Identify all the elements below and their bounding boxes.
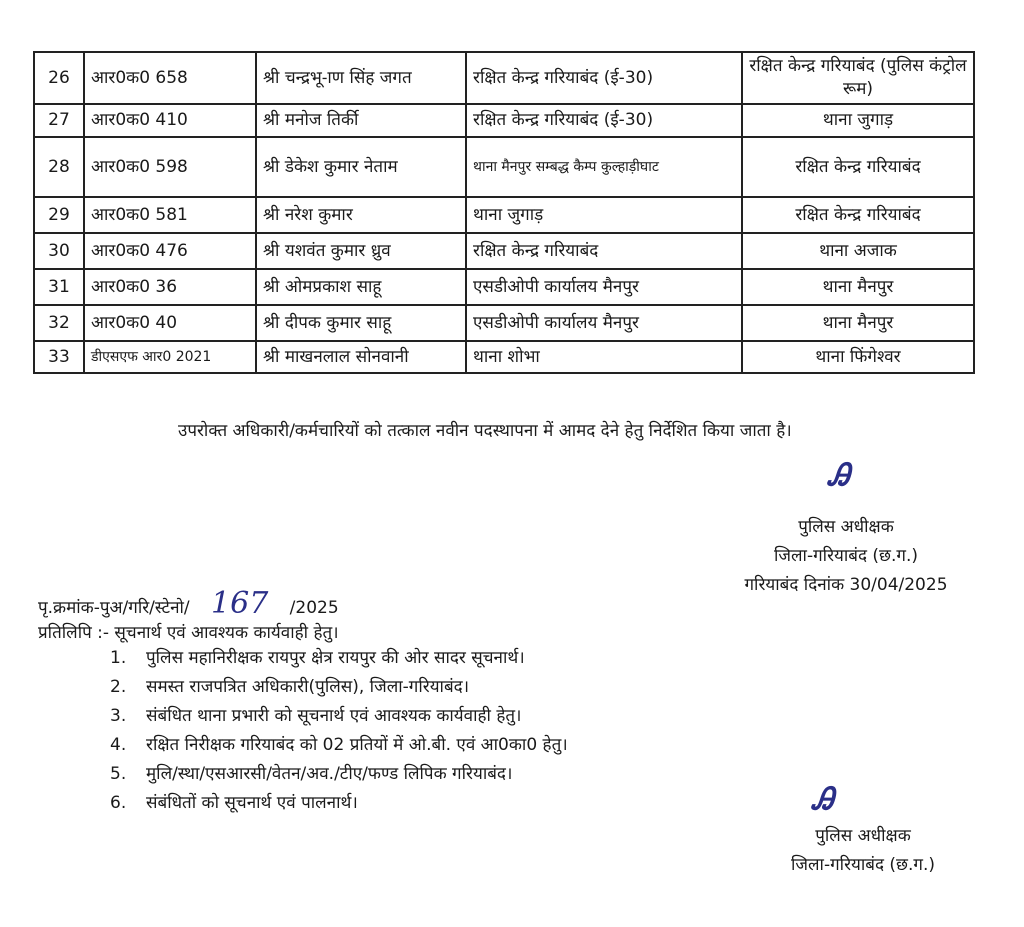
staff-name-cell: श्री मनोज तिर्की	[256, 104, 466, 137]
new-posting-cell: थाना मैनपुर	[742, 305, 974, 341]
current-posting-cell: एसडीओपी कार्यालय मैनपुर	[466, 269, 742, 305]
signature-block-1	[716, 513, 976, 600]
serial-number-cell: 29	[34, 197, 84, 233]
list-item	[110, 673, 568, 702]
staff-number-cell: आर0क0 40	[84, 305, 256, 341]
reference-suffix: /2025	[289, 598, 339, 618]
signatory-title: पुलिस अधीक्षक	[798, 517, 894, 537]
instruction-paragraph	[38, 410, 978, 452]
signature-mark-1: Ꭿ	[828, 458, 850, 493]
staff-name-cell: श्री ओमप्रकाश साहू	[256, 269, 466, 305]
staff-number-cell: आर0क0 581	[84, 197, 256, 233]
reference-prefix: पृ.क्रमांक-पुअ/गरि/स्टेनो/	[38, 598, 190, 618]
current-posting-cell: रक्षित केन्द्र गरियाबंद	[466, 233, 742, 269]
list-item-number: 3.	[110, 706, 127, 726]
table-row	[34, 341, 974, 373]
new-posting-cell: रक्षित केन्द्र गरियाबंद	[742, 137, 974, 197]
current-posting-cell: रक्षित केन्द्र गरियाबंद (ई-30)	[466, 104, 742, 137]
instruction-text: उपरोक्त अधिकारी/कर्मचारियों को तत्काल नवीन पदस्थापना में आमद देने हेतु निर्देशित किया जाता है।	[178, 421, 792, 441]
list-item	[110, 644, 568, 673]
staff-name-cell: श्री यशवंत कुमार ध्रुव	[256, 233, 466, 269]
staff-name-cell: श्री नरेश कुमार	[256, 197, 466, 233]
current-posting-cell: थाना मैनपुर सम्बद्ध कैम्प कुल्हाड़ीघाट	[466, 137, 742, 197]
reference-number: 167	[211, 586, 269, 621]
list-item-number: 2.	[110, 677, 127, 697]
list-item-text: संबंधितों को सूचनार्थ एवं पालनार्थ।	[146, 793, 358, 813]
serial-number-cell: 32	[34, 305, 84, 341]
list-item	[110, 731, 568, 760]
table-row	[34, 104, 974, 137]
serial-number-cell: 31	[34, 269, 84, 305]
transfer-table-body	[34, 52, 974, 373]
signature-mark-2: Ꭿ	[812, 782, 834, 817]
list-item-text: पुलिस महानिरीक्षक रायपुर क्षेत्र रायपुर की ओर सादर सूचनार्थ।	[146, 648, 525, 668]
table-row	[34, 269, 974, 305]
list-item	[110, 702, 568, 731]
staff-number-cell: आर0क0 658	[84, 52, 256, 104]
list-item-text: समस्त राजपत्रित अधिकारी(पुलिस), जिला-गरियाबंद।	[146, 677, 470, 697]
current-posting-cell: एसडीओपी कार्यालय मैनपुर	[466, 305, 742, 341]
staff-number-cell: आर0क0 598	[84, 137, 256, 197]
new-posting-cell: रक्षित केन्द्र गरियाबंद	[742, 197, 974, 233]
staff-name-cell: श्री माखनलाल सोनवानी	[256, 341, 466, 373]
staff-number-cell: आर0क0 476	[84, 233, 256, 269]
signatory-district: जिला-गरियाबंद (छ.ग.)	[791, 855, 935, 875]
list-item-text: मुलि/स्था/एसआरसी/वेतन/अव./टीए/फण्ड लिपिक गरियाबंद।	[146, 764, 513, 784]
signature-block-2	[748, 822, 978, 880]
list-item-text: संबंधित थाना प्रभारी को सूचनार्थ एवं आवश्यक कार्यवाही हेतु।	[146, 706, 522, 726]
list-item-number: 6.	[110, 793, 127, 813]
transfer-table	[33, 51, 975, 374]
table-row	[34, 305, 974, 341]
table-row	[34, 197, 974, 233]
new-posting-cell: रक्षित केन्द्र गरियाबंद (पुलिस कंट्रोल रूम)	[742, 52, 974, 104]
current-posting-cell: थाना शोभा	[466, 341, 742, 373]
staff-number-cell: आर0क0 410	[84, 104, 256, 137]
table-row	[34, 52, 974, 104]
staff-number-cell: डीएसएफ आर0 2021	[84, 341, 256, 373]
signatory-district: जिला-गरियाबंद (छ.ग.)	[774, 546, 918, 566]
new-posting-cell: थाना मैनपुर	[742, 269, 974, 305]
signatory-title: पुलिस अधीक्षक	[815, 826, 911, 846]
list-item	[110, 760, 568, 789]
staff-name-cell: श्री दीपक कुमार साहू	[256, 305, 466, 341]
list-item-number: 5.	[110, 764, 127, 784]
table-row	[34, 137, 974, 197]
staff-number-cell: आर0क0 36	[84, 269, 256, 305]
new-posting-cell: थाना जुगाड़	[742, 104, 974, 137]
serial-number-cell: 30	[34, 233, 84, 269]
serial-number-cell: 26	[34, 52, 84, 104]
serial-number-cell: 33	[34, 341, 84, 373]
new-posting-cell: थाना अजाक	[742, 233, 974, 269]
new-posting-cell: थाना फिंगेश्वर	[742, 341, 974, 373]
copy-recipients-list	[110, 644, 568, 818]
table-row	[34, 233, 974, 269]
serial-number-cell: 27	[34, 104, 84, 137]
list-item	[110, 789, 568, 818]
copy-heading: प्रतिलिपि :- सूचनार्थ एवं आवश्यक कार्यवाही हेतु।	[38, 623, 339, 643]
staff-name-cell: श्री चन्द्रभू-ाण सिंह जगत	[256, 52, 466, 104]
current-posting-cell: थाना जुगाड़	[466, 197, 742, 233]
list-item-number: 4.	[110, 735, 127, 755]
list-item-number: 1.	[110, 648, 127, 668]
current-posting-cell: रक्षित केन्द्र गरियाबंद (ई-30)	[466, 52, 742, 104]
reference-number-line	[38, 586, 339, 621]
staff-name-cell: श्री डेकेश कुमार नेताम	[256, 137, 466, 197]
place-date: गरियाबंद दिनांक 30/04/2025	[744, 575, 948, 595]
serial-number-cell: 28	[34, 137, 84, 197]
list-item-text: रक्षित निरीक्षक गरियाबंद को 02 प्रतियों में ओ.बी. एवं आ0का0 हेतु।	[146, 735, 568, 755]
